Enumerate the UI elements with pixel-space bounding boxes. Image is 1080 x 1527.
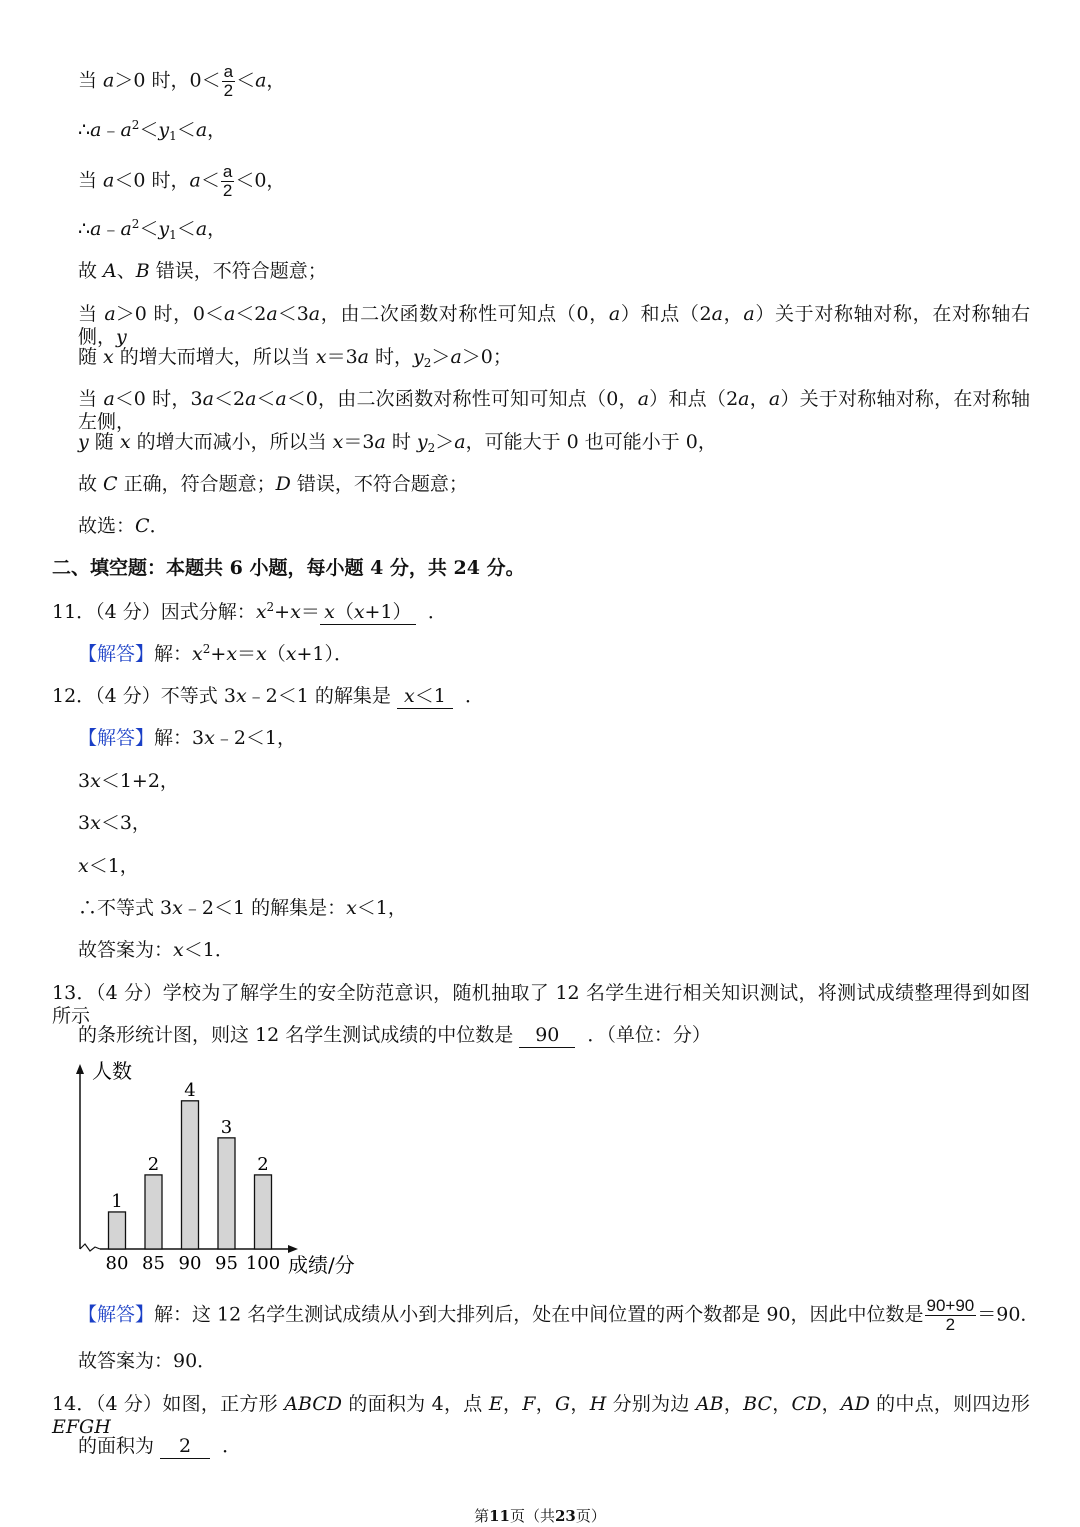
y-axis-label: 人数	[92, 1059, 132, 1083]
page-current: 11	[489, 1507, 510, 1525]
bar-85	[145, 1175, 162, 1249]
line-4: $\therefore a﹣a^2<y_1<a$，	[78, 217, 227, 242]
line-8: 当 a＜0 时，3a＜2a＜a＜0，由二次函数对称性可知可知点（0，a）和点（2a，a）关于对称轴对称，在对称轴左侧，	[78, 388, 1030, 433]
line-10: 故 C 正确，符合题意；D 错误，不符合题意；	[78, 473, 468, 495]
line-7: 随 x 的增大而增大，所以当 x＝3a 时，$y_2>a>0$；	[78, 346, 512, 370]
line-2: $\therefore a﹣a^2<y_1<a$，	[78, 118, 227, 143]
tick-label-80: 80	[105, 1253, 129, 1274]
x-axis-arrow	[288, 1245, 298, 1253]
answer-12: 【解答】解：3x﹣2＜1，	[78, 727, 297, 749]
x-axis-label: 成绩/分	[288, 1253, 355, 1277]
line-5: 故 A、B 错误，不符合题意；	[78, 260, 327, 282]
step-12-4: ∴不等式 3x﹣2＜1 的解集是：x＜1，	[78, 897, 407, 919]
data-label-95: 3	[220, 1116, 233, 1138]
y-axis-arrow	[76, 1064, 84, 1074]
tick-label-100: 100	[245, 1253, 281, 1274]
line-1: 当 a＞0 时，0＜ $\frac{a}{2}$ ＜a，	[78, 62, 286, 100]
line-9: y 随 x 的增大而减小，所以当 x＝3a 时 $y_2>a$，可能大于 0 也可能小于 0，	[78, 431, 717, 455]
data-label-85: 2	[147, 1153, 160, 1175]
tick-label-85: 85	[142, 1253, 165, 1274]
answer-13: 【解答】解：这 12 名学生测试成绩从小到大排列后，处在中间位置的两个数都是 90，因此中位数是 $\frac{90+90}{2}$ ＝90．	[78, 1296, 1040, 1334]
data-label-90: 4	[184, 1079, 196, 1101]
bar-80	[109, 1212, 126, 1249]
question-12: 12．（4 分）不等式 3x﹣2＜1 的解集是 x＜1 ．	[52, 685, 485, 707]
data-label-100: 2	[257, 1153, 269, 1175]
line-6: 当 a＞0 时，0＜a＜2a＜3a，由二次函数对称性可知点（0，a）和点（2a，a）关于对称轴对称，在对称轴右侧，y	[78, 303, 1031, 348]
bar-chart	[70, 1058, 370, 1280]
question-14-line-1: 14．（4 分）如图，正方形 ABCD 的面积为 4，点 E，F，G，H 分别为边 AB，BC，CD，AD 的中点，则四边形 EFGH	[52, 1393, 1030, 1438]
section-heading: 二、填空题：本题共 6 小题，每小题 4 分，共 24 分。	[52, 557, 525, 579]
data-label-80: 1	[111, 1190, 123, 1212]
line-11: 故选：C．	[78, 515, 169, 537]
bar-95	[218, 1138, 235, 1249]
step-12-3: x＜1，	[78, 855, 139, 877]
page-footer: 第11页（共23页）	[474, 1507, 606, 1525]
step-12-2: 3x＜3，	[78, 812, 151, 834]
tick-label-90: 90	[178, 1253, 202, 1274]
step-12-1: 3x＜1+2，	[78, 770, 179, 792]
bar-100	[255, 1175, 272, 1249]
answer-11: 【解答】解：$x^2+x=x(x+1)$．	[78, 642, 354, 665]
question-13-line-1: 13．（4 分）学校为了解学生的安全防范意识，随机抽取了 12 名学生进行相关知识测试，将测试成绩整理得到如图所示	[52, 982, 1030, 1027]
final-13: 故答案为：90．	[78, 1350, 217, 1372]
final-12: 故答案为：x＜1．	[78, 939, 234, 961]
question-13-line-2: 的条形统计图，则这 12 名学生测试成绩的中位数是 90 ．（单位：分）	[78, 1024, 711, 1046]
tick-label-95: 95	[215, 1253, 238, 1274]
question-14-line-2: 的面积为 2 ．	[78, 1435, 242, 1457]
axis-break	[80, 1244, 100, 1251]
question-11: 11．（4 分）因式分解：$x^2+x= x(x+1)$ ．	[52, 600, 447, 623]
page-total: 23	[555, 1507, 576, 1525]
bar-90	[182, 1101, 199, 1249]
line-3: 当 a＜0 时，a＜ $\frac{a}{2}$ ＜0，	[78, 162, 286, 200]
